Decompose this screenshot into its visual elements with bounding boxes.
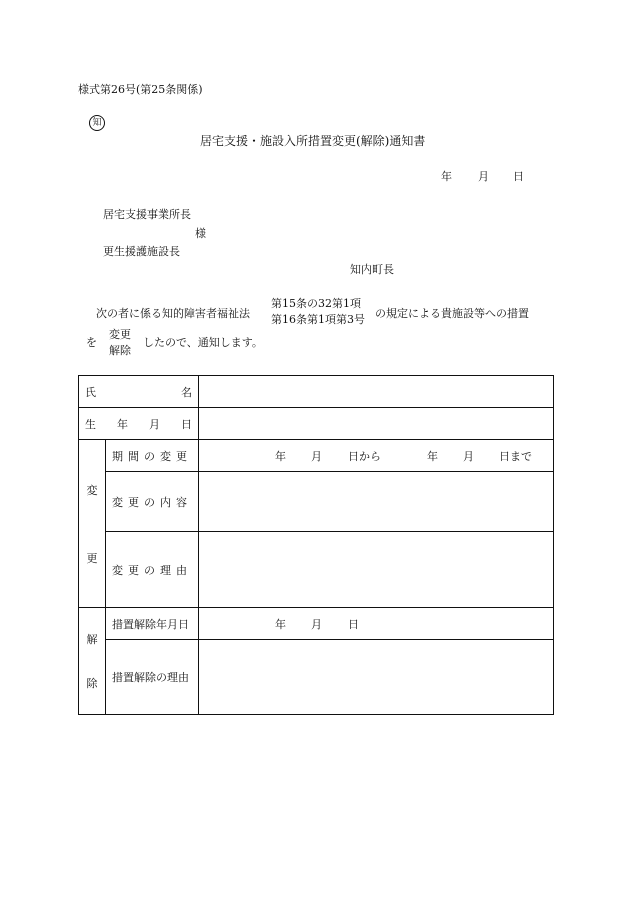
birth-label-sei: 生 [85, 417, 96, 431]
birth-row [79, 408, 554, 440]
period-month-2: 月 [463, 449, 474, 463]
period-from: 日から [348, 449, 381, 463]
release-year: 年 [275, 617, 286, 631]
reason-label: 変更の理由 [106, 532, 199, 608]
content-label: 変更の内容 [106, 472, 199, 532]
release-reason-field[interactable] [199, 640, 554, 715]
period-month-1: 月 [311, 449, 322, 463]
birth-label-cell [79, 408, 199, 440]
date-month: 月 [478, 170, 489, 183]
birth-label-year: 年 [117, 417, 128, 431]
name-field[interactable] [199, 376, 554, 408]
period-label: 期間の変更 [106, 440, 199, 472]
release-month: 月 [311, 617, 322, 631]
period-year-2: 年 [427, 449, 438, 463]
change-group-char-1: 変 [86, 483, 98, 497]
body-prefix: 次の者に係る知的障害者福祉法 [96, 307, 250, 320]
period-until: 日まで [499, 449, 532, 463]
release-group-cell [79, 608, 106, 715]
name-label-a: 氏 [85, 385, 96, 399]
birth-label-month: 月 [149, 417, 160, 431]
change-group-cell [79, 440, 106, 608]
body-suffix: の規定による貴施設等への措置 [375, 307, 529, 320]
reason-field[interactable] [199, 532, 554, 608]
content-field[interactable] [199, 472, 554, 532]
name-label-b: 名 [181, 385, 192, 399]
addressee-1: 居宅支援事業所長 [103, 208, 191, 221]
period-year-1: 年 [275, 449, 286, 463]
change-group-char-2: 更 [86, 551, 98, 565]
chi-circle-mark: 知 [89, 115, 105, 131]
release-date-label: 措置解除年月日 [106, 608, 199, 640]
body-option-change: 変更 [109, 328, 131, 341]
addressee-honorific: 様 [195, 227, 206, 240]
release-reason-row [79, 640, 554, 715]
release-group-char-1: 解 [86, 633, 98, 646]
name-label-cell [79, 376, 199, 408]
period-field[interactable] [199, 440, 554, 472]
name-row [79, 376, 554, 408]
release-date-row [79, 608, 554, 640]
date-day: 日 [513, 170, 524, 183]
reason-row [79, 532, 554, 608]
release-date-field[interactable] [199, 608, 554, 640]
release-group-char-2: 除 [86, 677, 98, 690]
addressee-2: 更生援護施設長 [103, 245, 180, 258]
body-article-1: 第15条の32第1項 [271, 297, 361, 310]
period-row [79, 440, 554, 472]
birth-date-field[interactable] [199, 408, 554, 440]
sender-name: 知内町長 [350, 263, 394, 276]
release-day: 日 [348, 617, 359, 631]
content-row [79, 472, 554, 532]
birth-label-day: 日 [181, 417, 192, 431]
release-reason-label: 措置解除の理由 [106, 640, 199, 715]
date-year: 年 [441, 170, 452, 183]
document-title: 居宅支援・施設入所措置変更(解除)通知書 [200, 134, 426, 148]
body-wo: を [86, 336, 97, 349]
form-number: 様式第26号(第25条関係) [78, 83, 203, 96]
body-option-release: 解除 [109, 344, 131, 357]
change-form-table [78, 375, 554, 715]
body-article-2: 第16条第1項第3号 [271, 313, 365, 326]
body-ending: したので、通知します。 [143, 336, 263, 349]
